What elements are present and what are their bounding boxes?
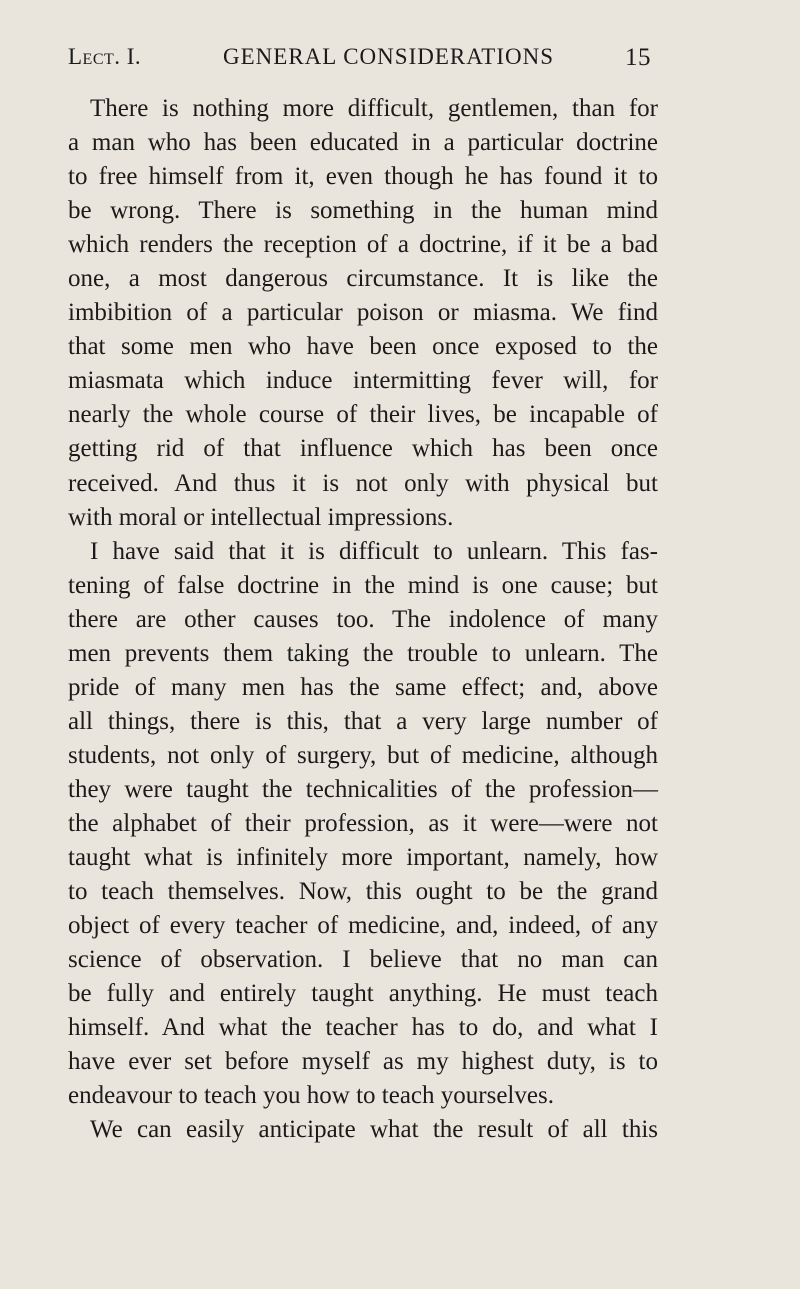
text-line: nearly the whole course of their lives, be incapable of [68, 401, 658, 429]
page-number: 15 [625, 44, 651, 71]
text-line: endeavour to teach you how to teach yourselves. [68, 1082, 554, 1110]
text-line: all things, there is this, that a very large number of [68, 707, 658, 735]
text-line: one, a most dangerous circumstance. It is like the [68, 265, 658, 293]
text-line: be fully and entirely taught anything. He must teach [68, 980, 658, 1008]
text-line: getting rid of that influence which has been once [68, 435, 658, 463]
text-line: they were taught the technicalities of the profession— [68, 775, 658, 803]
text-line: taught what is infinitely more important, namely, how [68, 844, 658, 872]
text-line: with moral or intellectual impressions. [68, 503, 454, 531]
text-line: imbibition of a particular poison or miasma. We find [68, 299, 658, 327]
lecture-label: Lect. I. [68, 44, 142, 69]
text-line: the alphabet of their profession, as it were—were not [68, 809, 658, 837]
text-line: miasmata which induce intermitting fever will, for [68, 367, 658, 395]
text-line: tening of false doctrine in the mind is one cause; but [68, 571, 658, 599]
text-line: himself. And what the teacher has to do, and what I [68, 1014, 658, 1042]
running-header [68, 44, 660, 80]
text-line: We can easily anticipate what the result of all this [90, 1116, 658, 1144]
text-line: object of every teacher of medicine, and, indeed, of any [68, 912, 658, 940]
text-line: have ever set before myself as my highest duty, is to [68, 1048, 658, 1076]
text-line: there are other causes too. The indolence of many [68, 605, 658, 633]
body-text [68, 92, 658, 1147]
text-line: There is nothing more difficult, gentlemen, than for [90, 95, 658, 122]
text-line: pride of many men has the same effect; and, above [68, 673, 658, 701]
text-line: men prevents them taking the trouble to unlearn. The [68, 639, 658, 667]
text-line: I have said that it is difficult to unlearn. This fas- [90, 537, 658, 565]
text-line: that some men who have been once exposed to the [68, 333, 658, 361]
text-line: science of observation. I believe that no man can [68, 946, 658, 974]
text-line: received. And thus it is not only with physical but [68, 469, 658, 497]
text-line: be wrong. There is something in the human mind [68, 197, 658, 225]
text-line: to teach themselves. Now, this ought to be the grand [68, 878, 658, 906]
chapter-title: GENERAL CONSIDERATIONS [223, 44, 555, 69]
text-line: a man who has been educated in a particular doctrine [68, 129, 658, 157]
text-line: students, not only of surgery, but of medicine, although [68, 741, 658, 769]
text-line: to free himself from it, even though he has found it to [68, 163, 658, 191]
text-line: which renders the reception of a doctrine, if it be a bad [68, 231, 658, 259]
